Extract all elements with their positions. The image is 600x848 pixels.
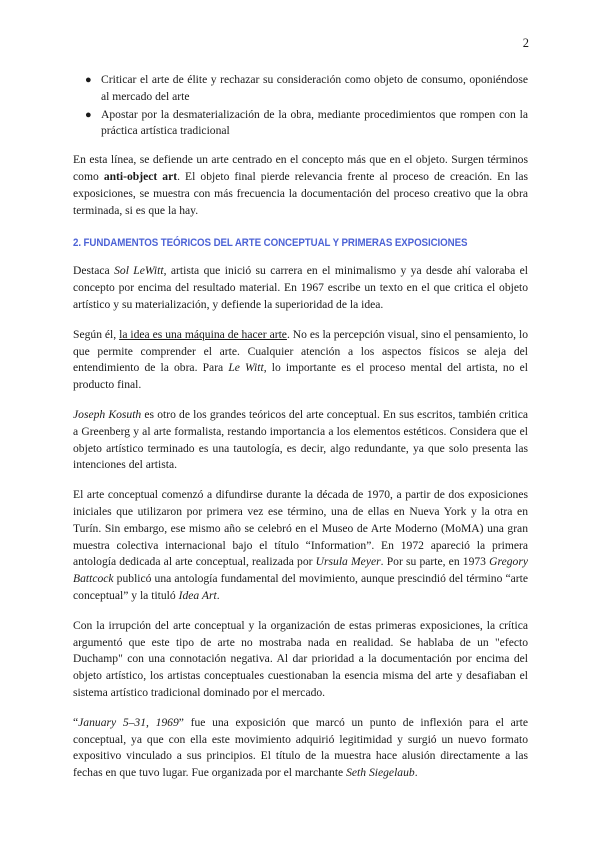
text-run: . Por su parte, en 1973: [380, 555, 490, 569]
bullet-icon: ●: [85, 74, 92, 86]
italic-title: Idea Art: [178, 588, 217, 602]
bullet-list: [73, 72, 528, 140]
text-run: Con la irrupción del arte conceptual y la organización de estas primeras exposiciones, la crítica argumentó que este tipo de arte no mostraba nada en realidad. Se hablaba de un "efecto Duchamp" con una connotación negativa. Al dar prioridad a la documentación por encima del objeto artístico, los artistas conceptuales cuestionaban la esencia misma del arte y desafiaban el sistema artístico tradicional dominado por el mercado.: [73, 618, 528, 699]
text-run: “: [73, 715, 79, 729]
paragraph-lewitt: [73, 263, 528, 313]
section-heading: 2. FUNDAMENTOS TEÓRICOS DEL ARTE CONCEPTUAL Y PRIMERAS EXPOSICIONES: [73, 237, 468, 250]
italic-name: Joseph Kosuth: [73, 407, 142, 421]
italic-name: Le Witt: [228, 361, 264, 375]
text-run: . No es la percepción visual, sino el pensamiento, lo que permite comprender el arte. Cualquier atención a los aspectos físicos se aleja del entendimiento de la obra. Para: [73, 327, 528, 375]
text-run: En esta línea, se defiende un arte centrado en el concepto más que en el objeto. Surgen términos como: [73, 153, 528, 183]
bold-term: anti-object art: [103, 169, 178, 183]
italic-name: Gregory Battcock: [73, 555, 529, 586]
italic-name: Sol LeWitt: [114, 264, 164, 278]
text-run: . El objeto final pierde relevancia frente al proceso de creación. En las exposiciones, se muestra con más frecuencia la documentación del proceso creativo que la obra terminada, si es que la hay.: [73, 169, 528, 217]
text-run: .: [216, 588, 220, 602]
text-run: Destaca: [73, 264, 115, 278]
page-number: 2: [522, 36, 529, 50]
text-run: , artista que inició su carrera en el minimalismo y ya desde ahí valoraba el concepto por encima del resultado material. En 1967 escribe un texto en el que critica el objeto artístico y su materialización, y defiende la superioridad de la idea.: [73, 264, 528, 311]
bullet-icon: ●: [85, 108, 92, 121]
list-item: [73, 107, 528, 141]
paragraph-kosuth: [73, 407, 528, 474]
italic-title: January 5–31, 1969: [78, 715, 179, 729]
text-run: , lo importante es el proceso mental del artista, no el producto final.: [73, 361, 528, 392]
text-run: Según él,: [73, 327, 120, 341]
text-run: es otro de los grandes teóricos del arte conceptual. En sus escritos, también critica a Greenberg y al arte formalista, restando importancia a los elementos estéticos. Considera que el objeto artístico terminado es una tautología, es decir, algo redundante, ya que solo presenta las intenciones del artista.: [73, 407, 529, 472]
text-run: publicó una antología fundamental del movimiento, aunque prescindió del término “arte conceptual” y la tituló: [73, 572, 528, 602]
document-body: [73, 72, 528, 795]
paragraph-difusion: [73, 487, 528, 605]
paragraph-critica: [73, 618, 528, 702]
bullet-text: Apostar por la desmaterialización de la obra, mediante procedimientos que rompen con la práctica artística tradicional: [101, 107, 528, 138]
italic-name: Ursula Meyer: [315, 555, 381, 569]
bullet-text: Criticar el arte de élite y rechazar su consideración como objeto de consumo, oponiéndose al mercado del arte: [101, 73, 528, 103]
italic-name: Seth Siegelaub: [346, 766, 415, 780]
paragraph-anti-object: [73, 152, 528, 219]
text-run: El arte conceptual comenzó a difundirse durante la década de 1970, a partir de dos exposiciones iniciales que utilizaron por primera vez ese término, una de ellas en Nueva York y la otra en Turín. Sin embargo, ese mismo año se celebró en el Museo de Arte Moderno (MoMA) una gran muestra colectiva internacional bajo el título “Information”. En 1972 apareció la primera antología dedicada al arte conceptual, realizada por: [73, 488, 528, 569]
paragraph-january: [73, 715, 528, 782]
list-item: [73, 72, 528, 106]
underlined-quote: la idea es una máquina de hacer arte: [119, 327, 287, 341]
paragraph-idea: [73, 327, 528, 394]
text-run: .: [414, 766, 418, 780]
text-run: ” fue una exposición que marcó un punto de inflexión para el arte conceptual, ya que con ella este movimiento adquirió legitimidad y surgió un nuevo formato expositivo vinculado a sus principios. El título de la muestra hace alusión directamente a las fechas en que tuvo lugar. Fue organizada por el marchante: [73, 715, 529, 780]
